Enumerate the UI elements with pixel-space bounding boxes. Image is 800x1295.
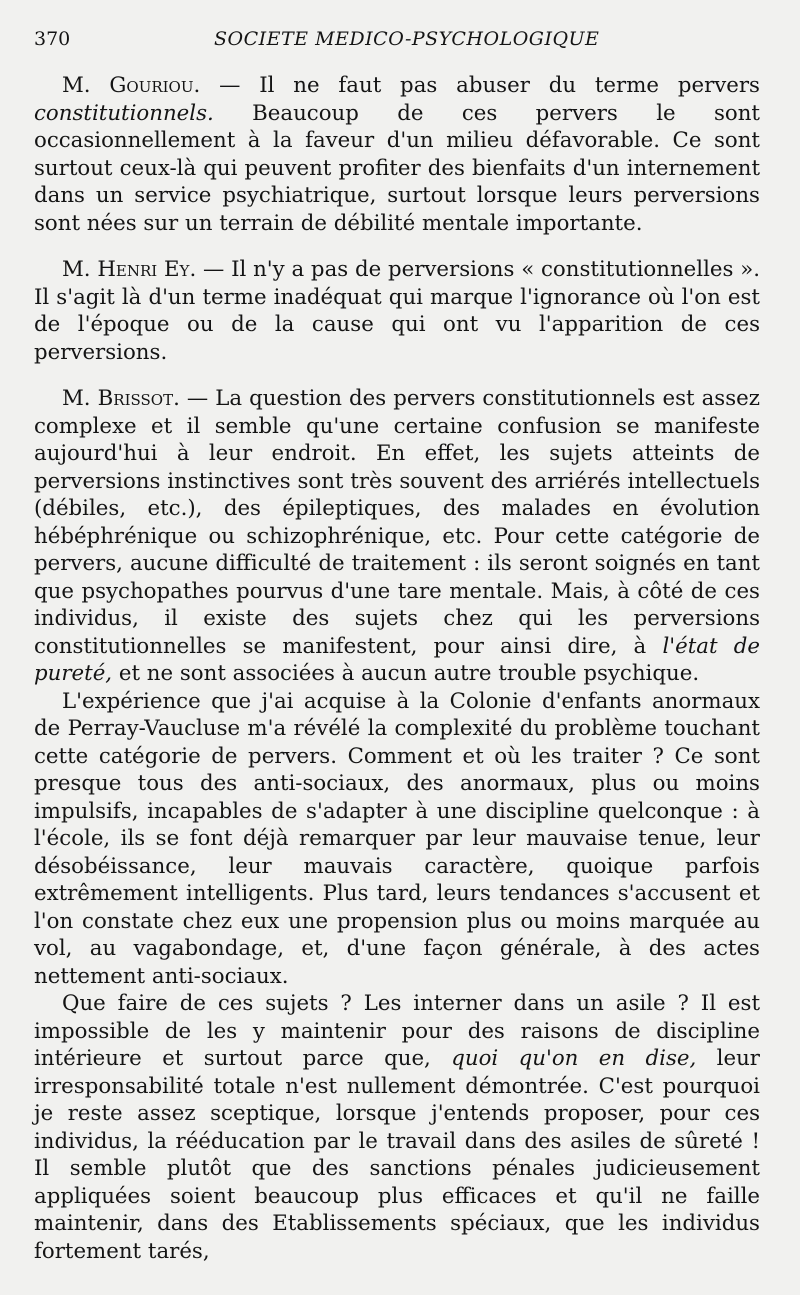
page-number: 370	[34, 28, 71, 50]
paragraph-text: Beaucoup de ces pervers le sont occasionnellement à la faveur d'un milieu défavorable. Ce sont surtout ceux-là qui peuvent profiter des bienfaits d'un internement dans un service psychiatrique, surtout lorsque leurs perversions sont nées sur un terrain de débilité mentale importante.	[34, 100, 760, 236]
paragraph-text: leur irresponsabilité totale n'est nullement démontrée. C'est pourquoi je reste assez sceptique, lorsque j'entends proposer, pour ces individus, la rééducation par le travail dans des asiles de sûreté ! Il semble plutôt que des sanctions pénales judicieusement appliquées soient beaucoup plus efficaces et qu'il ne faille maintenir, dans des Etablissements spéciaux, que les individus fortement tarés,	[34, 1046, 760, 1264]
running-title: SOCIETE MEDICO-PSYCHOLOGIQUE	[214, 28, 600, 50]
paragraph-italic-text: constitutionnels.	[34, 100, 214, 126]
paragraph-text: L'expérience que j'ai acquise à la Colonie d'enfants anormaux de Perray-Vaucluse m'a révélé la complexité du problème touchant cette catégorie de pervers. Comment et où les traiter ? Ce sont presque tous des anti-sociaux, des anormaux, plus ou moins impulsifs, incapables de s'adapter à une discipline quelconque : à l'école, ils se font déjà remarquer par leur mauvaise tenue, leur désobéissance, leur mauvais caractère, quoique parfois extrêmement intelligents. Plus tard, leurs tendances s'accusent et l'on constate chez eux une propension plus ou moins marquée au vol, au vagabondage, et, d'une façon générale, à des actes nettement anti-sociaux.	[34, 688, 760, 989]
paragraph-text: Il ne faut pas abuser du terme pervers	[259, 73, 760, 98]
paragraph-text: et ne sont associées à aucun autre trouble psychique.	[112, 661, 700, 686]
paragraph-que-faire	[34, 990, 760, 1265]
speaker-name: M. Gouriou.	[62, 73, 201, 98]
paragraph-text: La question des pervers constitutionnels est assez complexe et il semble qu'une certaine confusion se manifeste aujourd'hui à leur endroit. En effet, les sujets atteints de perversions instinctives sont très souvent des arriérés intellectuels (débiles, etc.), des épileptiques, des malades en évolution hébéphrénique ou schizophrénique, etc. Pour cette catégorie de pervers, aucune difficulté de traitement : ils seront soignés en tant que psychopathes pourvus d'une tare mentale. Mais, à côté de ces individus, il existe des sujets chez qui les perversions constitutionnelles se manifestent, pour ainsi dire, à	[34, 386, 760, 659]
paragraph-text: Que faire de ces sujets ? Les interner dans un asile ? Il est impossible de les y maintenir pour des raisons de discipline intérieure et surtout parce que,	[34, 991, 760, 1071]
speaker-dash: —	[196, 257, 232, 282]
paragraph-ey	[34, 256, 760, 366]
running-head	[34, 28, 760, 58]
paragraph-text: Il n'y a pas de perversions « constitutionnelles ». Il s'agit là d'un terme inadéquat qui marque l'ignorance où l'on est de l'époque ou de la cause qui ont vu l'apparition de ces perversions.	[34, 257, 760, 365]
speaker-dash: —	[200, 73, 260, 98]
paragraph-gouriou	[34, 72, 760, 237]
speaker-name: M. Brissot.	[62, 386, 180, 411]
paragraph-brissot	[34, 385, 760, 688]
paragraph-italic-text: l'état de pureté,	[34, 633, 760, 686]
paragraph-italic-text: quoi qu'on en dise,	[451, 1046, 697, 1071]
speaker-name: M. Henri Ey.	[62, 257, 197, 282]
speaker-dash: —	[179, 386, 216, 411]
paragraph-experience	[34, 688, 760, 991]
body-text	[34, 72, 760, 1265]
